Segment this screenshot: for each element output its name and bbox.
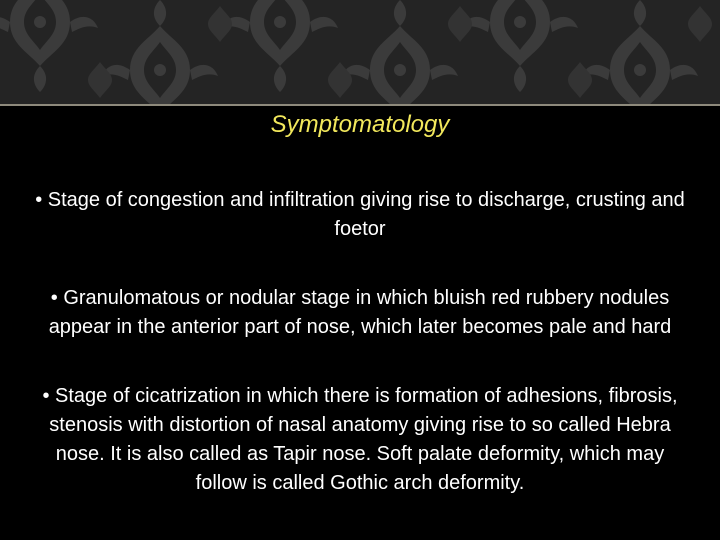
slide-body (30, 186, 690, 538)
bullet-granulomatous-stage: • Granulomatous or nodular stage in which bluish red rubbery nodules appear in the anterior part of nose, which later becomes pale and hard (48, 287, 672, 338)
slide-title: Symptomatology (270, 111, 450, 138)
bullet-cicatrization-stage: • Stage of cicatrization in which there is formation of adhesions, fibrosis, stenosis with distortion of nasal anatomy giving rise to so called Hebra nose. It is also called as Tapir nose. Soft palate deformity, which may follow is called Gothic arch deformity. (42, 385, 678, 494)
bullet-congestion-stage: • Stage of congestion and infiltration giving rise to discharge, crusting and foetor (35, 189, 685, 240)
header-divider (0, 104, 720, 106)
damask-header-band (0, 0, 720, 104)
damask-ornament-pattern (0, 0, 720, 104)
